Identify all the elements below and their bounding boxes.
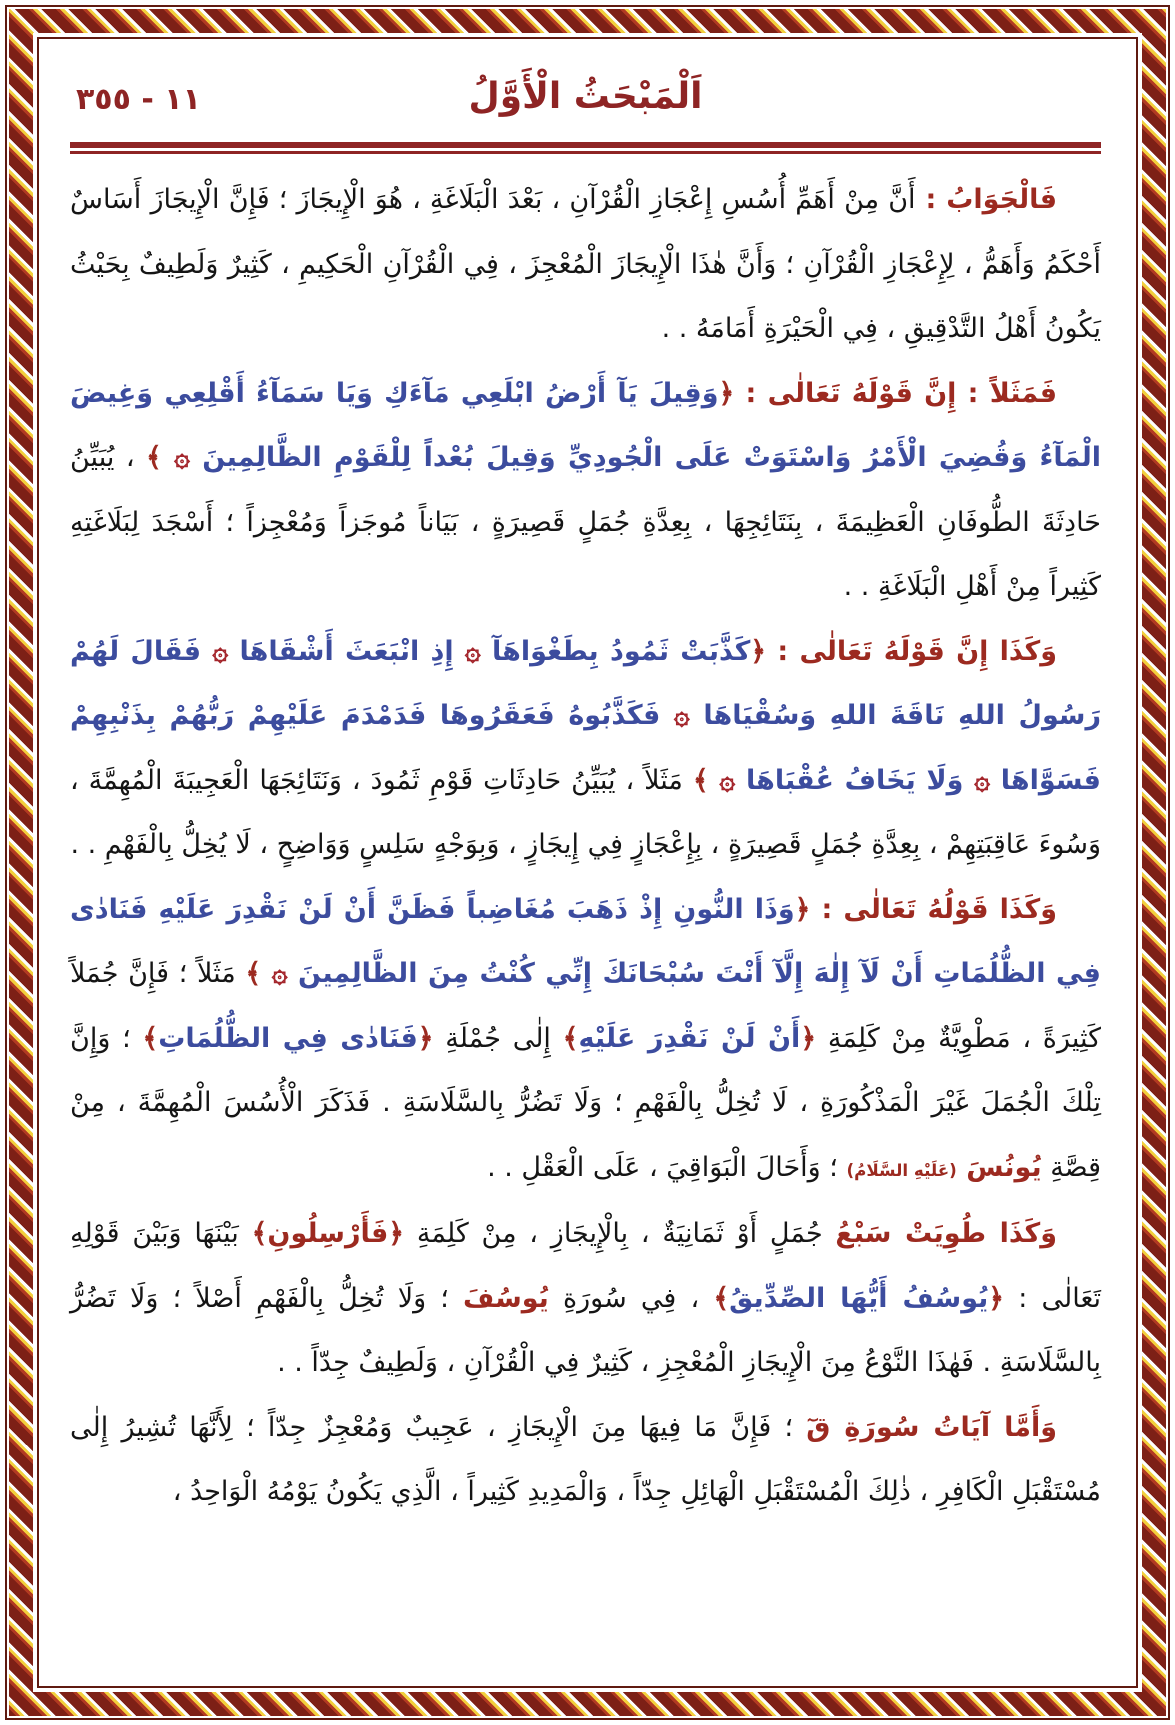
emphasis-text: فَمَثَلاً : إِنَّ قَوْلَهُ تَعَالٰى : ﴿ [718, 377, 1057, 409]
quran-quote: وَذَا النُّونِ إِذْ ذَهَبَ مُغَاضِباً فَظَنَّ أَنْ لَنْ نَقْدِرَ عَلَيْهِ فَنَادٰى فِي الظُّلُمَاتِ أَنْ لَآ إِلٰهَ إِلَّآ أَنْتَ سُبْحَانَكَ إِنِّي كُنْتُ مِنَ الظَّالِمِينَ [70, 893, 1101, 989]
page-number: ١١ - ٣٥٥ [76, 82, 201, 117]
emphasis-text: وَكَذَا قَوْلُهُ تَعَالٰى : ﴿ [794, 893, 1057, 925]
emphasis-text: يُوسُفَ [463, 1282, 549, 1314]
quran-quote: وَلَا يَخَافُ عُقْبَاهَا [735, 764, 975, 796]
quran-quote: فَقَالَ لَهُمْ رَسُولُ اللهِ نَاقَةَ اللهِ وَسُقْيَاهَا [70, 635, 1101, 731]
body-text: ؛ فَإِنَّ مَا فِيهَا مِنَ الْإِيجَازِ ، عَجِيبٌ وَمُعْجِزٌ جِدّاً ؛ لِأَنَّهَا تُشِيرُ إِلٰى مُسْتَقْبَلِ الْكَافِرِ ، ذٰلِكَ الْمُسْتَقْبَلِ الْهَائِلِ جِدّاً ، وَالْمَدِيدِ كَثِيراً ، الَّذِي يَكُونُ يَوْمُهُ الْوَاحِدُ ، [70, 1411, 1101, 1507]
quran-quote: فَكَذَّبُوهُ فَعَقَرُوهَا فَدَمْدَمَ عَلَيْهِمْ رَبُّهُمْ بِذَنْبِهِمْ فَسَوَّاهَا [70, 700, 1101, 796]
ayah-rosette: ۞ [212, 635, 229, 667]
paragraph [70, 168, 1101, 362]
paragraph [70, 1396, 1101, 1525]
text-body [70, 168, 1101, 1525]
emphasis-text: ﴿فَأَرْسِلُونِ﴾ [251, 1218, 405, 1249]
body-text: ؛ وَلَا تُخِلُّ بِالْفَهْمِ أَصْلاً ؛ وَلَا تَضُرُّ بِالسَّلَاسَةِ . فَهٰذَا النَّوْعُ مِنَ الْإِيجَازِ الْمُعْجِزِ ، كَثِيرٌ فِي الْقُرْآنِ ، وَلَطِيفٌ جِدّاً . . [70, 1282, 1101, 1378]
ayah-rosette: ۞ [719, 764, 736, 796]
body-text: ؛ وَأَحَالَ الْبَوَاقِيَ ، عَلَى الْعَقْلِ . . [487, 1151, 847, 1183]
ayah-rosette: ۞ [174, 442, 190, 473]
body-text: ؛ وَإِنَّ تِلْكَ الْجُمَلَ غَيْرَ الْمَذْكُورَةِ ، لَا تُخِلُّ بِالْفَهْمِ ؛ وَلَا تَضُرُّ بِالسَّلَاسَةِ . فَذَكَرَ الْأُسُسَ الْمُهِمَّةَ ، مِنْ قِصَّةِ [70, 1022, 1101, 1183]
ayah-rosette: ۞ [974, 764, 991, 796]
emphasis-text: ﴿ [800, 1022, 817, 1054]
body-text: إِلٰى جُمْلَةِ [433, 1022, 563, 1054]
quran-quote: يُوسُفُ أَيُّهَا الصِّدِّيقُ [729, 1282, 989, 1314]
body-text: مَثَلاً ؛ فَإِنَّ جُمَلاً كَثِيرَةً ، مَطْوِيَّةٌ مِنْ كَلِمَةِ [70, 958, 1101, 1054]
emphasis-text: ﴾ [692, 764, 720, 796]
paragraph [70, 362, 1101, 620]
emphasis-text: ﴾ [245, 958, 272, 989]
page-title: اَلْمَبْحَثُ الْأَوَّلُ [468, 76, 703, 117]
emphasis-text: ﴾ [713, 1282, 730, 1314]
body-text: ، فِي سُورَةِ [548, 1282, 714, 1314]
paragraph [70, 620, 1101, 878]
quran-quote: وَقِيلَ يَآ أَرْضُ ابْلَعِي مَآءَكِ وَيَا سَمَآءُ أَقْلِعِي وَغِيضَ الْمَآءُ وَقُضِيَ الْأَمْرُ وَاسْتَوَتْ عَلَى الْجُودِيِّ وَقِيلَ بُعْداً لِلْقَوْمِ الظَّالِمِينَ [70, 377, 1101, 473]
emphasis-text: وَكَذَا إِنَّ قَوْلَهُ تَعَالٰى : ﴿ [750, 635, 1058, 667]
emphasis-text: ﴿ [988, 1282, 1005, 1314]
body-text: مَثَلاً ، يُبَيِّنُ حَادِثَاتِ قَوْمِ ثَمُودَ ، وَنَتَائِجَهَا الْعَجِيبَةَ الْمُهِمَّةَ ، وَسُوءَ عَاقِبَتِهِمْ ، بِعِدَّةِ جُمَلٍ قَصِيرَةٍ ، بِإِعْجَازٍ فِي إِيجَازٍ ، وَبِوَجْهٍ سَلِسٍ وَوَاضِحٍ ، لَا يُخِلُّ بِالْفَهْمِ . . [70, 764, 1101, 860]
emphasis-text: ﴾ [146, 442, 175, 473]
emphasis-text: فَالْجَوَابُ : [915, 184, 1057, 215]
emphasis-text: وَكَذَا طُوِيَتْ سَبْعُ [835, 1218, 1057, 1249]
ayah-rosette: ۞ [673, 700, 690, 731]
honorific-text: (عَلَيْهِ السَّلَامُ) [846, 1159, 957, 1180]
body-text: ، يُبَيِّنُ حَادِثَةَ الطُّوفَانِ الْعَظِيمَةَ ، بِنَتَائِجِهَا ، بِعِدَّةِ جُمَلٍ قَصِيرَةٍ ، بَيَاناً مُوجَزاً وَمُعْجِزاً ؛ أَسْجَدَ لِبَلَاغَتِهِ كَثِيراً مِنْ أَهْلِ الْبَلَاغَةِ . . [70, 442, 1101, 602]
emphasis-text: ﴾ [142, 1022, 159, 1054]
page-content [70, 70, 1101, 1677]
emphasis-text: ﴾ [562, 1022, 579, 1054]
quran-quote: كَذَّبَتْ ثَمُودُ بِطَغْوَاهَآ [480, 635, 751, 667]
emphasis-text: ﴿ [417, 1022, 434, 1054]
body-text: أَنَّ مِنْ أَهَمِّ أُسُسِ إِعْجَازِ الْقُرْآنِ ، بَعْدَ الْبَلَاغَةِ ، هُوَ الْإِيجَازَ ؛ فَإِنَّ الْإِيجَازَ أَسَاسٌ أَحْكَمُ وَأَهَمُّ ، لِإِعْجَازِ الْقُرْآنِ ؛ وَأَنَّ هٰذَا الْإِيجَازَ الْمُعْجِزَ ، فِي الْقُرْآنِ الْحَكِيمِ ، كَثِيرٌ وَلَطِيفٌ بِحَيْثُ يَكُونُ أَهْلُ التَّدْقِيقِ ، فِي الْحَيْرَةِ أَمَامَهُ . . [70, 184, 1101, 344]
paragraph [70, 1202, 1101, 1396]
ayah-rosette: ۞ [464, 635, 481, 667]
header-double-rule [70, 142, 1101, 154]
quran-quote: أَنْ لَنْ نَقْدِرَ عَلَيْهِ [578, 1022, 801, 1054]
page-header [70, 70, 1101, 142]
body-text: بَيْنَهَا وَبَيْنَ قَوْلِهِ تَعَالٰى : [70, 1218, 1102, 1314]
ayah-rosette: ۞ [271, 958, 288, 989]
quran-quote: إِذِ انْبَعَثَ أَشْقَاهَا [228, 635, 465, 667]
paragraph [70, 878, 1101, 1203]
quran-quote: فَنَادٰى فِي الظُّلُمَاتِ [158, 1022, 418, 1054]
emphasis-text: يُونُسَ [956, 1151, 1042, 1183]
body-text: جُمَلٍ أَوْ ثَمَانِيَةٌ ، بِالْإِيجَازِ ، مِنْ كَلِمَةِ [404, 1218, 836, 1249]
emphasis-text: وَأَمَّا آيَاتُ سُورَةِ قٓ [806, 1411, 1057, 1443]
